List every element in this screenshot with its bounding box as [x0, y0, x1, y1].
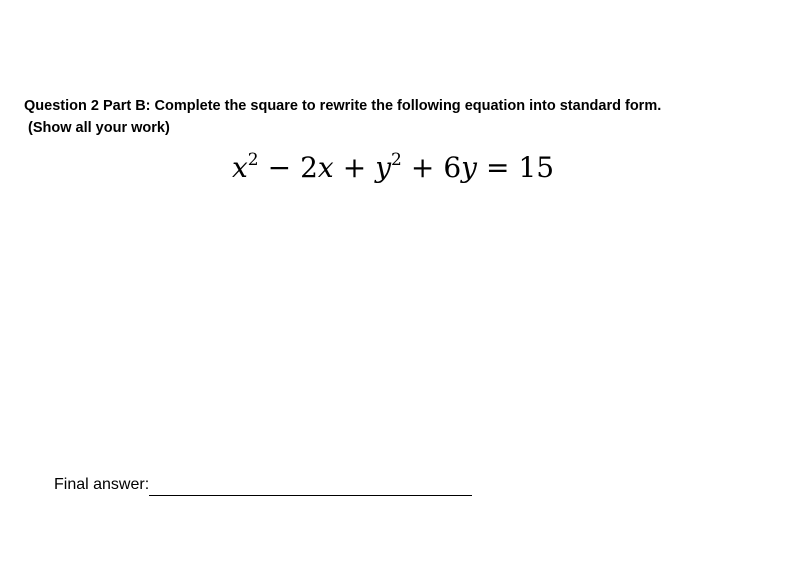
- equation: [232, 148, 554, 188]
- equation-y-exponent: 2: [391, 150, 402, 170]
- final-answer-row: [54, 474, 472, 496]
- final-answer-label: Final answer:: [54, 476, 150, 493]
- equation-coef-2: 2: [300, 151, 318, 184]
- equation-plus-1: +: [342, 151, 367, 184]
- equation-x: x: [232, 151, 248, 184]
- equation-plus-2: +: [410, 151, 435, 184]
- equation-x-linear: x: [317, 151, 334, 184]
- question-text: Question 2 Part B: Complete the square to rewrite the following equation into standard form.: [24, 98, 662, 114]
- equation-x-exponent: 2: [247, 150, 259, 170]
- question-instruction: (Show all your work): [28, 120, 170, 136]
- equation-minus: −: [267, 151, 292, 184]
- question-prompt: [24, 95, 661, 139]
- equation-equals: =: [485, 151, 510, 184]
- final-answer-blank[interactable]: [149, 478, 472, 496]
- equation-y-linear: y: [461, 151, 477, 184]
- equation-y: y: [375, 151, 392, 184]
- equation-coef-6: 6: [443, 151, 462, 184]
- equation-rhs: 15: [518, 151, 555, 184]
